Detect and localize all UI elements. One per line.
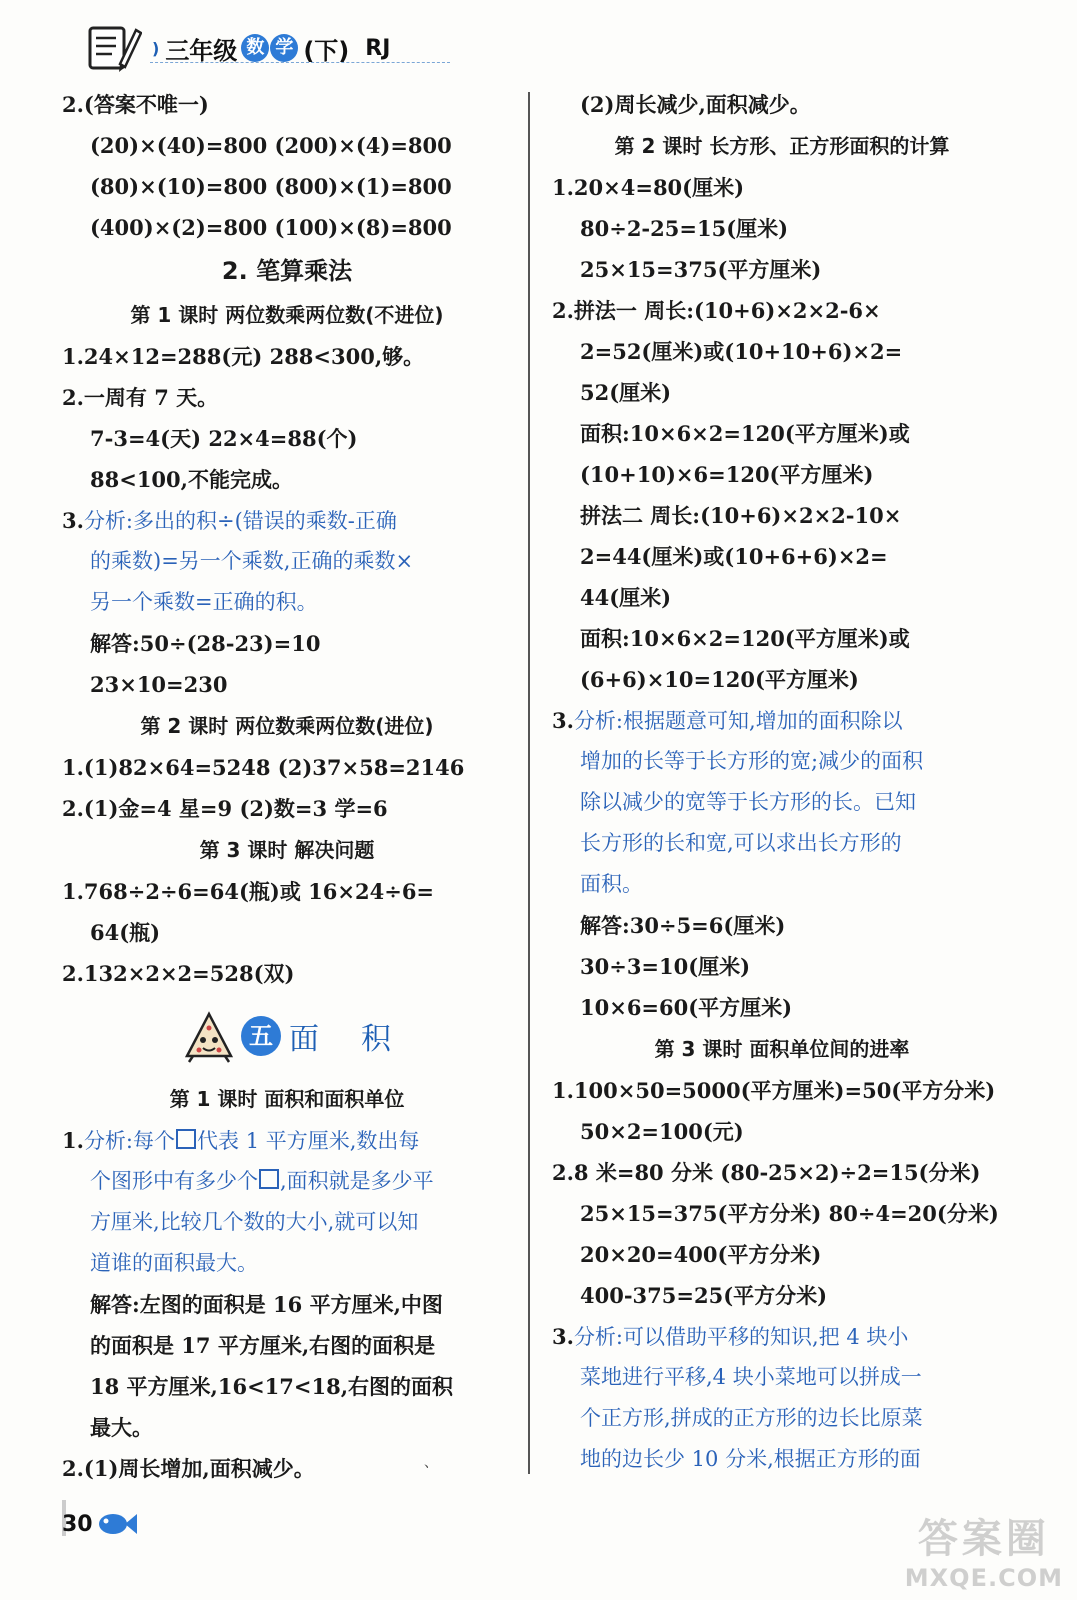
line-text: 2.8 米=80 分米 (80-25×2)÷2=15(分米) [552,1160,981,1185]
line-text: 解答:左图的面积是 16 平方厘米,中图 [90,1292,443,1317]
line-text: 2.(答案不唯一) [62,92,209,117]
answer-line [552,84,1012,125]
line-text: (2)周长减少,面积减少。 [580,92,811,117]
unit-square-icon [259,1169,279,1189]
answer-line [552,1070,1012,1111]
line-text: 最大。 [90,1415,153,1440]
answer-line [62,582,512,623]
lesson-heading [552,125,1012,167]
line-text: 2.一周有 7 天。 [62,385,219,410]
line-text: 50×2=100(元) [580,1119,744,1144]
title-bracket: ) [152,38,160,58]
watermark-logo: 答案圈 [917,1516,1050,1562]
lesson-heading [62,829,512,871]
lesson-heading [62,1078,512,1120]
title-grade: 三年级 [165,36,238,65]
chapter-heading [62,994,512,1078]
line-text: 1.(1)82×64=5248 (2)37×58=2146 [62,755,465,780]
header-dashed-line [150,62,450,63]
line-text: 方厘米,比较几个数的大小,就可以知 [90,1210,419,1234]
title-volume: (下) [303,36,350,65]
line-text: 代表 1 平方厘米,数出每 [197,1129,420,1153]
line-text: 2=52(厘米)或(10+10+6)×2= [580,339,903,364]
line-text: 2=44(厘米)或(10+6+6)×2= [580,544,888,569]
answer-line [552,782,1012,823]
answer-line [552,1316,1012,1357]
right-answer-list [552,84,1012,1480]
answer-line [552,1398,1012,1439]
answer-line [552,1152,1012,1193]
lesson-heading [62,705,512,747]
line-text: 分析:可以借助平移的知识,把 4 块小 [573,1325,909,1349]
answer-line [552,290,1012,331]
answer-line [552,331,1012,372]
line-text: 道谁的面积最大。 [90,1251,258,1275]
line-text: (6+6)×10=120(平方厘米) [580,667,859,692]
line-text: 第 2 课时 长方形、正方形面积的计算 [614,134,950,158]
line-text: 2. 笔算乘法 [221,257,353,285]
fish-deco-icon [95,1510,139,1538]
watermark-url: MXQE.COM [904,1564,1063,1592]
line-text: 第 1 课时 两位数乘两位数(不进位) [130,303,444,327]
column-divider [528,92,530,1474]
line-text: 菜地进行平移,4 块小菜地可以拼成一 [580,1365,922,1389]
line-text: (400)×(2)=800 (100)×(8)=800 [90,215,452,240]
answer-line [552,413,1012,454]
answer-line [552,1275,1012,1316]
line-text: 1.100×50=5000(平方厘米)=50(平方分米) [552,1078,996,1103]
subject-char: 学 [270,34,298,62]
line-text: 面积:10×6×2=120(平方厘米)或 [580,626,910,651]
stray-mark: 、 [424,1455,438,1471]
line-text: 第 3 课时 解决问题 [199,838,375,862]
answer-line [552,495,1012,536]
line-text: 2.(1)周长增加,面积减少。 [62,1456,315,1481]
left-answer-list [62,84,512,994]
line-text: 另一个乘数=正确的积。 [90,590,318,614]
answer-line [552,577,1012,618]
unit-square-icon [176,1129,196,1149]
line-text: 2.拼法一 周长:(10+6)×2×2-6× [552,298,881,323]
line-text: 除以减少的宽等于长方形的长。已知 [580,790,916,814]
line-text: 增加的长等于长方形的宽;减少的面积 [580,749,924,773]
answer-line [62,1407,512,1448]
line-text: 地的边长少 10 分米,根据正方形的面 [580,1447,921,1471]
answer-line [62,207,512,248]
line-text: 第 1 课时 面积和面积单位 [169,1087,405,1111]
line-text: 18 平方厘米,16<17<18,右图的面积 [90,1374,454,1399]
line-text: 400-375=25(平方分米) [580,1283,828,1308]
line-text: 30÷3=10(厘米) [580,954,751,979]
answer-line [62,1120,512,1161]
answer-line [552,1439,1012,1480]
chapter-number-badge: 五 [241,1016,281,1056]
answer-line [62,459,512,500]
page-number: 30 [62,1511,93,1537]
line-text: 长方形的长和宽,可以求出长方形的 [580,831,902,855]
answer-line [62,1243,512,1284]
line-text: (20)×(40)=800 (200)×(4)=800 [90,133,452,158]
line-text: 25×15=375(平方厘米) [580,257,822,282]
line-text: (80)×(10)=800 (800)×(1)=800 [90,174,452,199]
line-text: 第 3 课时 面积单位间的进率 [654,1037,910,1061]
line-text: 1.768÷2÷6=64(瓶)或 16×24÷6= [62,879,435,904]
lesson-heading [62,294,512,336]
answer-line [552,823,1012,864]
site-watermark [905,1507,1063,1592]
answer-line [552,1234,1012,1275]
line-text: 3. [62,508,84,533]
answer-line [552,208,1012,249]
line-text: 7-3=4(天) 22×4=88(个) [90,426,358,451]
chapter-title [289,1014,393,1058]
line-text: 2.(1)金=4 星=9 (2)数=3 学=6 [62,796,388,821]
line-text: 52(厘米) [580,380,672,405]
answer-line [62,500,512,541]
answer-line [552,1111,1012,1152]
answer-line [62,747,512,788]
answer-line [552,700,1012,741]
answer-line [552,167,1012,208]
line-text: 64(瓶) [90,920,161,945]
line-text: 80÷2-25=15(厘米) [580,216,789,241]
answer-line [62,664,512,705]
answer-line [62,1325,512,1366]
lesson-heading [552,1028,1012,1070]
answer-line [552,864,1012,905]
line-text: 1.24×12=288(元) 288<300,够。 [62,344,425,369]
right-column [552,84,1012,1480]
answer-line [552,741,1012,782]
line-text: 个图形中有多少个 [90,1169,258,1193]
answer-line [62,1366,512,1407]
line-text: 88<100,不能完成。 [90,467,293,492]
chapter-title-part: 面 [289,1022,321,1057]
answer-line [62,125,512,166]
answer-line [62,953,512,994]
line-text: 23×10=230 [90,672,228,697]
book-title [152,31,390,66]
line-text: 的面积是 17 平方厘米,右图的面积是 [90,1333,436,1358]
line-text: 25×15=375(平方分米) 80÷4=20(分米) [580,1201,999,1226]
line-text: ,面积就是多少平 [280,1169,434,1193]
answer-line [62,912,512,953]
line-text: 分析:每个 [83,1129,176,1153]
answer-line [62,377,512,418]
answer-line [62,788,512,829]
line-text: 解答:50÷(28-23)=10 [90,631,321,656]
line-text: 拼法二 周长:(10+6)×2×2-10× [580,503,902,528]
answer-line [62,166,512,207]
line-text: 第 2 课时 两位数乘两位数(进位) [140,714,434,738]
answer-line [552,536,1012,577]
answer-line [62,871,512,912]
line-text: 分析:多出的积÷(错误的乘数-正确 [83,509,397,533]
answer-line [552,946,1012,987]
answer-line [552,905,1012,946]
chapter-mascot-icon [181,1008,237,1064]
answer-line [552,249,1012,290]
line-text: 1.20×4=80(厘米) [552,175,745,200]
answer-line [552,454,1012,495]
answer-line [62,623,512,664]
page-header [84,18,464,78]
line-text: 44(厘米) [580,585,672,610]
line-text: 10×6=60(平方厘米) [580,995,793,1020]
answer-line [62,336,512,377]
line-text: 面积:10×6×2=120(平方厘米)或 [580,421,910,446]
page-footer [62,1510,139,1538]
line-text: 2.132×2×2=528(双) [62,961,295,986]
line-text: 3. [552,1324,574,1349]
subject-char: 数 [241,34,269,62]
line-text: 分析:根据题意可知,增加的面积除以 [573,709,903,733]
line-text: 解答:30÷5=6(厘米) [580,913,786,938]
chapter-title-part: 积 [361,1022,393,1057]
left-column [62,84,512,1489]
line-text: 个正方形,拼成的正方形的边长比原菜 [580,1406,923,1430]
section-title [62,248,512,294]
answer-line [552,1193,1012,1234]
line-text: 1. [62,1128,84,1153]
line-text: 20×20=400(平方分米) [580,1242,822,1267]
notebook-pencil-icon [84,20,142,76]
line-text: (10+10)×6=120(平方厘米) [580,462,874,487]
answer-line [552,372,1012,413]
answer-line [62,1448,512,1489]
left-answer-list-2 [62,1078,512,1489]
answer-line [552,618,1012,659]
title-edition: RJ [365,35,391,61]
answer-line [62,418,512,459]
answer-line [62,541,512,582]
answer-line [62,1202,512,1243]
answer-line [62,1161,512,1202]
answer-line [552,987,1012,1028]
line-text: 3. [552,708,574,733]
answer-line [62,84,512,125]
answer-line [552,1357,1012,1398]
line-text: 面积。 [580,872,643,896]
answer-line [552,659,1012,700]
title-subject [241,34,299,62]
answer-line [62,1284,512,1325]
line-text: 的乘数)=另一个乘数,正确的乘数× [90,549,414,573]
